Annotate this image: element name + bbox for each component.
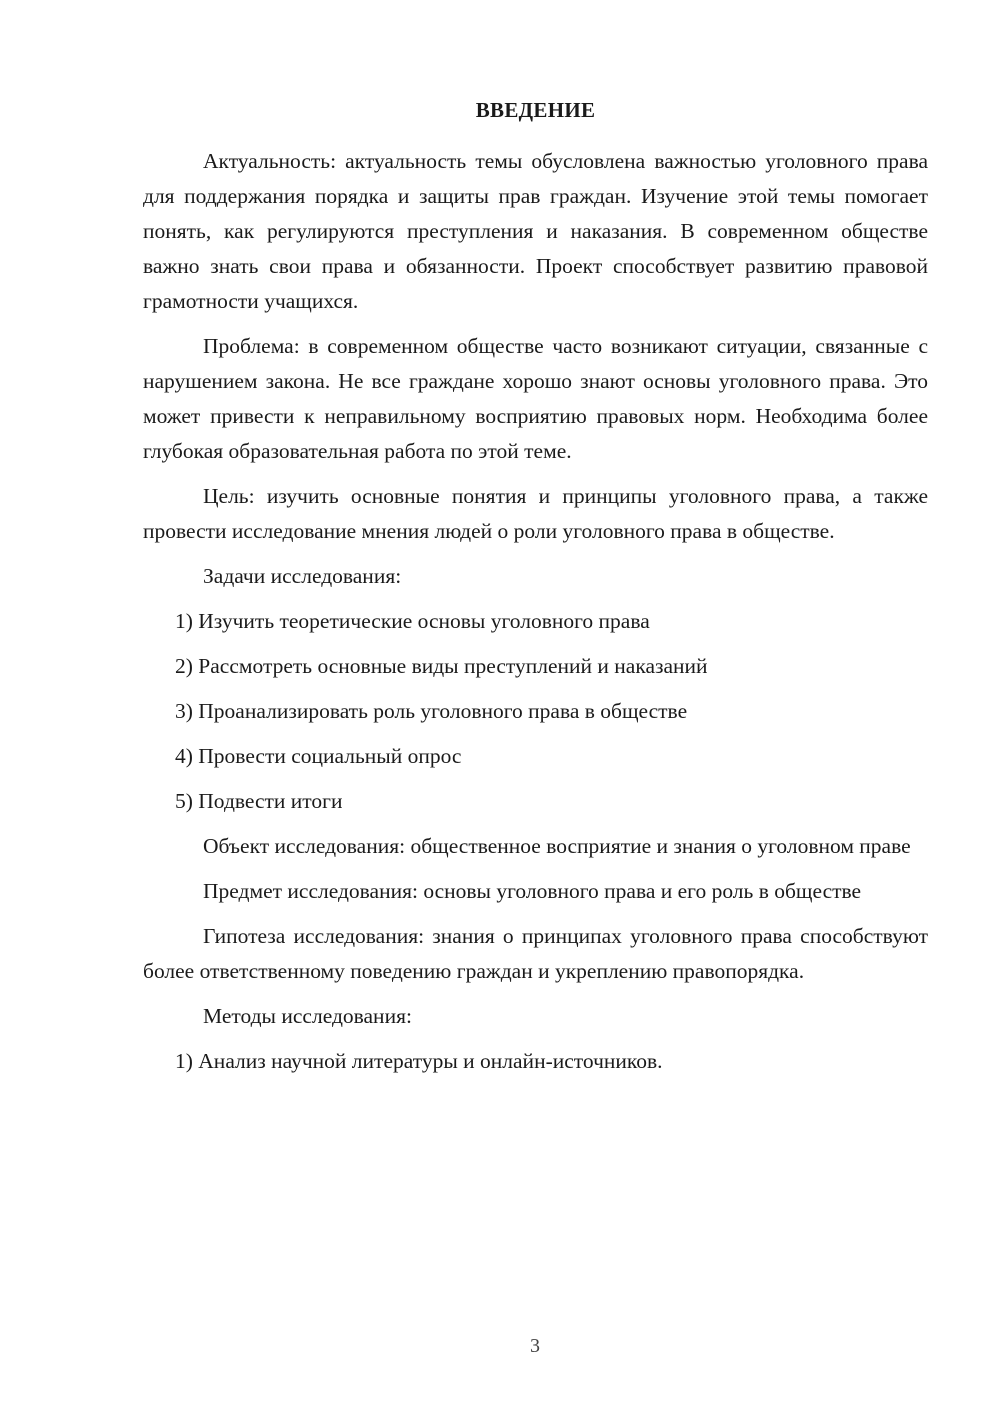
- page-number: 3: [530, 1335, 540, 1357]
- actuality-paragraph: Актуальность: актуальность темы обусловлена важностью уголовного права для поддержания порядка и защиты прав граждан. Изучение этой темы помогает понять, как регулируются преступления и наказания. В современном обществе важно знать свои права и обязанности. Проект способствует развитию правовой грамотности учащихся.: [143, 149, 928, 313]
- task-item: 5) Подвести итоги: [175, 789, 343, 813]
- method-item: 1) Анализ научной литературы и онлайн-источников.: [175, 1049, 663, 1073]
- problem-paragraph: Проблема: в современном обществе часто возникают ситуации, связанные с нарушением закона. Не все граждане хорошо знают основы уголовного права. Это может привести к неправильному восприятию правовых норм. Необходима более глубокая образовательная работа по этой теме.: [143, 334, 928, 463]
- task-item: 3) Проанализировать роль уголовного права в обществе: [175, 699, 688, 723]
- hypothesis-paragraph: Гипотеза исследования: знания о принципах уголовного права способствуют более ответственному поведению граждан и укреплению правопорядка.: [143, 924, 928, 983]
- task-item: 1) Изучить теоретические основы уголовного права: [175, 609, 650, 633]
- task-item: 2) Рассмотреть основные виды преступлений и наказаний: [175, 654, 708, 678]
- tasks-heading: Задачи исследования:: [203, 564, 402, 588]
- document-page: [143, 96, 928, 1079]
- methods-heading: Методы исследования:: [203, 1004, 412, 1028]
- goal-paragraph: Цель: изучить основные понятия и принципы уголовного права, а также провести исследование мнения людей о роли уголовного права в обществе.: [143, 484, 928, 543]
- object-paragraph: Объект исследования: общественное восприятие и знания о уголовном праве: [203, 834, 911, 858]
- page-title: ВВЕДЕНИЕ: [475, 98, 596, 122]
- subject-paragraph: Предмет исследования: основы уголовного права и его роль в обществе: [203, 879, 862, 903]
- task-item: 4) Провести социальный опрос: [175, 744, 462, 768]
